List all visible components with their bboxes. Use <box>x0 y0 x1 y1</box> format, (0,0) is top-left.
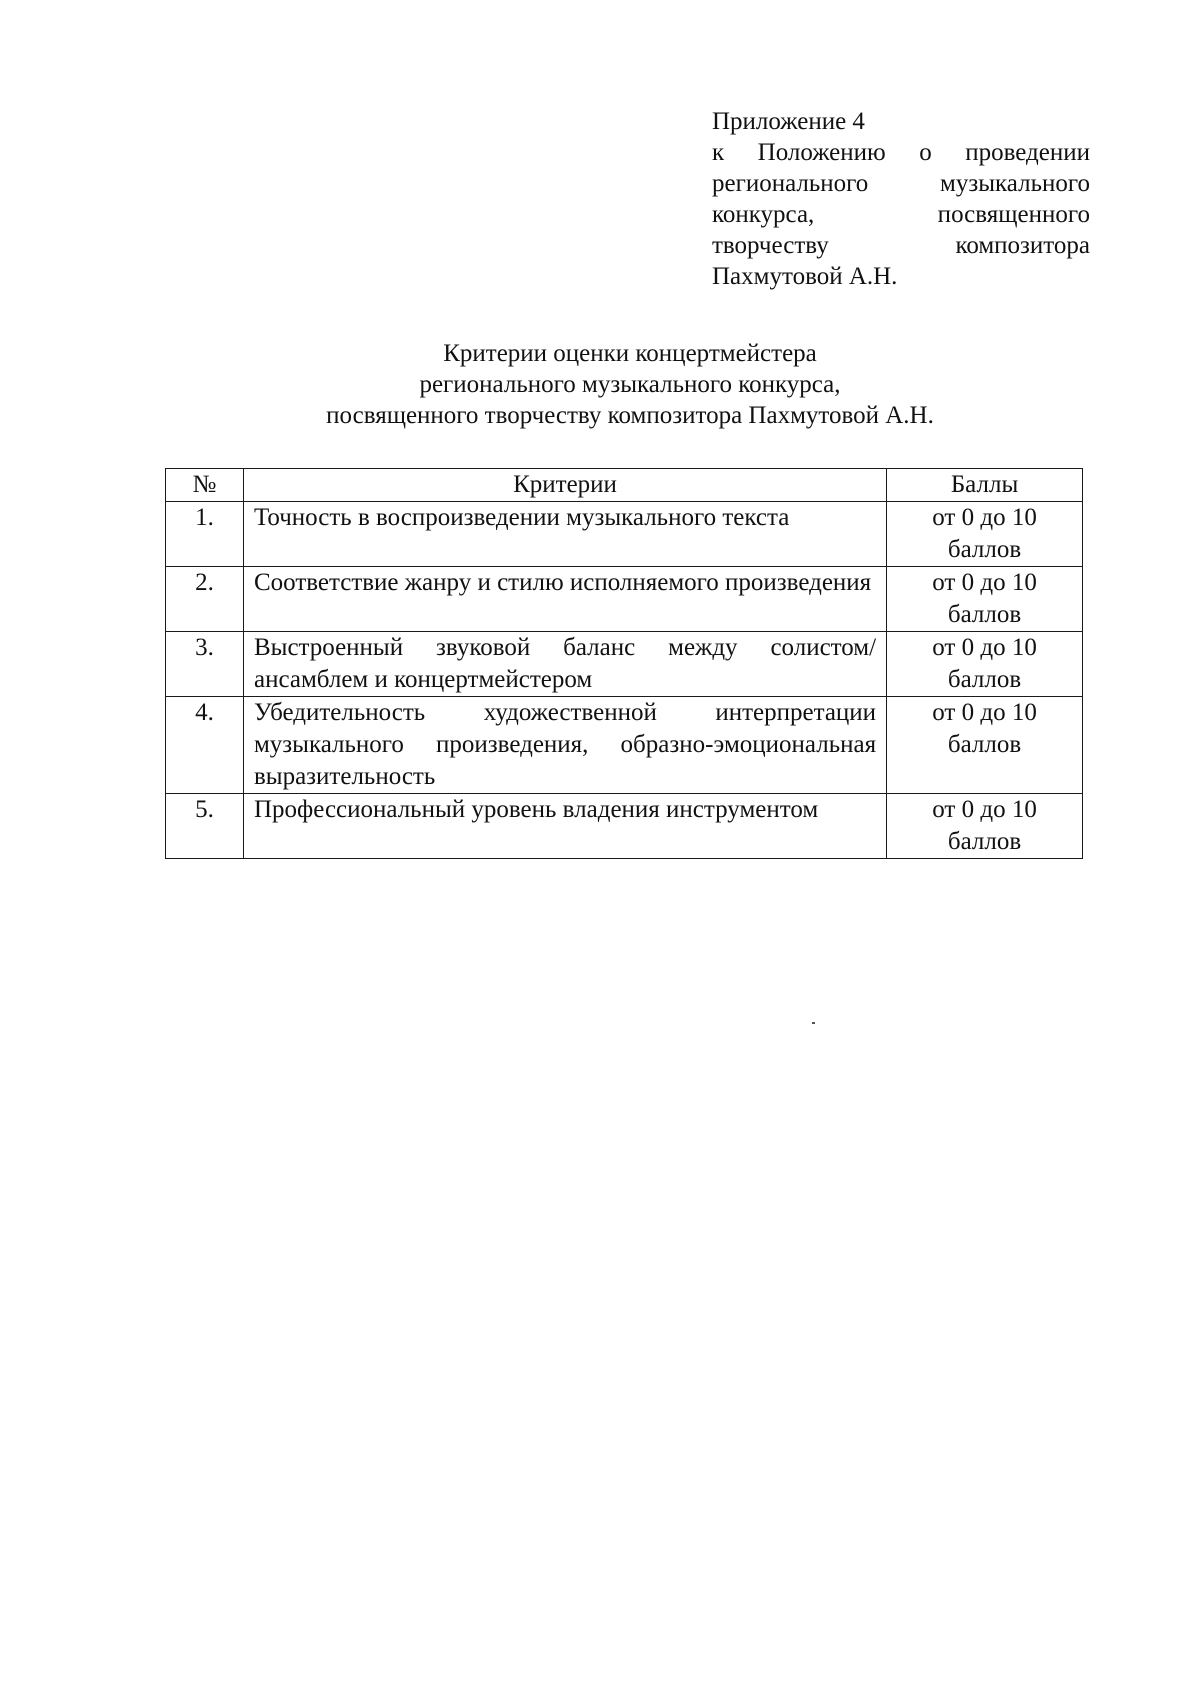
table-row <box>166 794 1083 859</box>
appendix-note <box>712 106 1090 292</box>
row-criteria <box>243 697 886 794</box>
appendix-line: конкурса, посвященного <box>712 201 1090 228</box>
row-score <box>887 567 1083 632</box>
criteria-text: Точность в воспроизведении музыкального текста <box>253 504 790 531</box>
row-criteria <box>243 794 886 859</box>
appendix-line: творчеству композитора <box>712 232 1090 259</box>
title-line: Критерии оценки концертмейстера <box>443 340 817 367</box>
header-score: Баллы <box>887 469 1083 502</box>
header-number: № <box>166 469 244 502</box>
row-number: 2. <box>166 567 244 632</box>
document-title <box>150 338 1110 431</box>
criteria-text: Соответствие жанру и стилю исполняемого произведения <box>253 569 872 596</box>
score-text: от 0 до 10 баллов <box>932 569 1037 628</box>
criteria-text: Выстроенный звуковой баланс между солистом/ансамблем и концертмейстером <box>253 634 877 693</box>
appendix-line: Приложение 4 <box>712 108 865 135</box>
title-line: регионального музыкального конкурса, <box>419 371 841 398</box>
appendix-line: Пахмутовой А.Н. <box>712 263 898 290</box>
score-text: от 0 до 10 баллов <box>932 634 1037 693</box>
table-row <box>166 502 1083 567</box>
row-number: 1. <box>166 502 244 567</box>
table-row <box>166 697 1083 794</box>
row-score <box>887 697 1083 794</box>
row-criteria <box>243 567 886 632</box>
row-criteria <box>243 502 886 567</box>
row-score <box>887 502 1083 567</box>
table-row <box>166 567 1083 632</box>
row-score <box>887 632 1083 697</box>
criteria-text: Убедительность художественной интерпретации музыкального произведения, образно-эмоциональная выразительность <box>253 699 877 790</box>
row-number: 3. <box>166 632 244 697</box>
score-text: от 0 до 10 баллов <box>932 504 1037 563</box>
appendix-line: регионального музыкального <box>712 170 1090 197</box>
criteria-table <box>165 468 1083 859</box>
header-criteria: Критерии <box>243 469 886 502</box>
criteria-text: Профессиональный уровень владения инструментом <box>253 796 819 823</box>
score-text: от 0 до 10 баллов <box>932 699 1037 758</box>
title-line: посвященного творчеству композитора Пахмутовой А.Н. <box>326 402 934 429</box>
table-row <box>166 632 1083 697</box>
row-score <box>887 794 1083 859</box>
table-header-row <box>166 469 1083 502</box>
row-criteria <box>243 632 886 697</box>
score-text: от 0 до 10 баллов <box>932 796 1037 855</box>
scan-speck <box>812 1022 815 1024</box>
row-number: 4. <box>166 697 244 794</box>
appendix-line: к Положению о проведении <box>712 139 1090 166</box>
row-number: 5. <box>166 794 244 859</box>
